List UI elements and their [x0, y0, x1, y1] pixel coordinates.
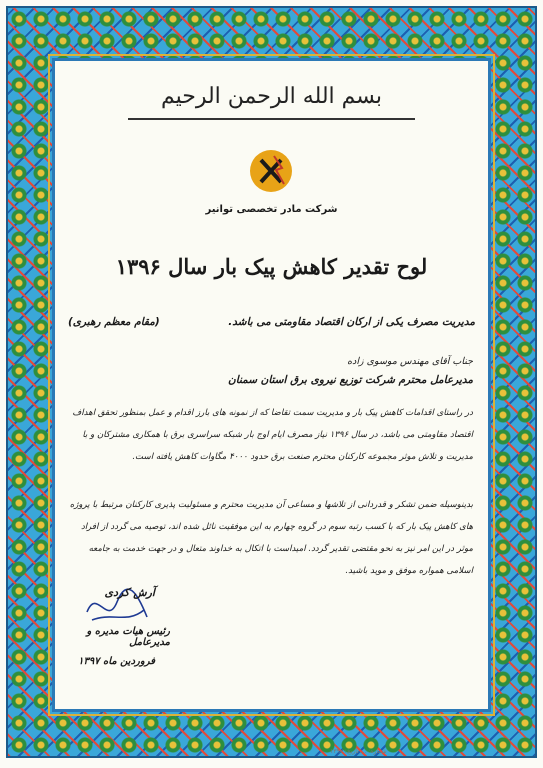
body-paragraph-1: در راستای اقدامات کاهش پیک بار و مدیریت سمت تقاضا که از نمونه های بارز اقدام و عمل بمنظور تحقق اهداف اقتصاد مقاومتی می باشد، در سال ۱۳۹۶ نیاز مصرف ایام اوج بار شبکه سراسری برق با همکاری مشترکان و با مدیریت و تلاش موثر مجموعه کارکنان محترم صنعت برق حدود ۴۰۰۰ مگاوات کاهش یافته است.	[72, 408, 473, 462]
signatory-name: آرش کردی	[104, 586, 155, 599]
recipient-name: جناب آقای مهندس موسوی زاده	[347, 356, 473, 367]
basmala-underline	[128, 118, 415, 120]
quote-attribution: (مقام معظم رهبری)	[68, 316, 160, 328]
footer-note: شماره: ... تاریخ: ۱۳۹۷	[330, 748, 387, 755]
quote-row	[68, 316, 475, 328]
basmala-calligraphy: بسم الله الرحمن الرحیم	[160, 84, 383, 109]
certificate-content	[58, 64, 485, 706]
tavanir-logo-icon	[248, 148, 294, 194]
company-name: شرکت مادر تخصصی توانیر	[205, 204, 338, 215]
signatory-title: رئیس هیات مدیره و مدیرعامل	[86, 626, 170, 648]
certificate-title: لوح تقدیر کاهش پیک بار سال ۱۳۹۶	[115, 254, 428, 279]
recipient-position: مدیرعامل محترم شرکت توزیع نیروی برق استان سمنان	[228, 374, 473, 386]
issue-date: فروردین ماه ۱۳۹۷	[78, 656, 155, 667]
body-paragraph-2: بدینوسیله ضمن تشکر و قدردانی از تلاشها و مساعی آن مدیریت محترم و مسئولیت پذیری کارکنان مرتبط با پروژه های کاهش پیک بار که با کسب رتبه سوم در گروه چهارم به این موفقیت نائل شده اند، توصیه می گردد از افراد موثر در این امر نیز به نحو مقتضی تقدیر گردد. امیداست با اتکال به خداوند متعال و در جهت خدمت به جامعه اسلامی همواره موفق و موید باشید.	[69, 500, 473, 576]
quote-text: مدیریت مصرف یکی از ارکان اقتصاد مقاومتی می باشد.	[228, 316, 475, 328]
